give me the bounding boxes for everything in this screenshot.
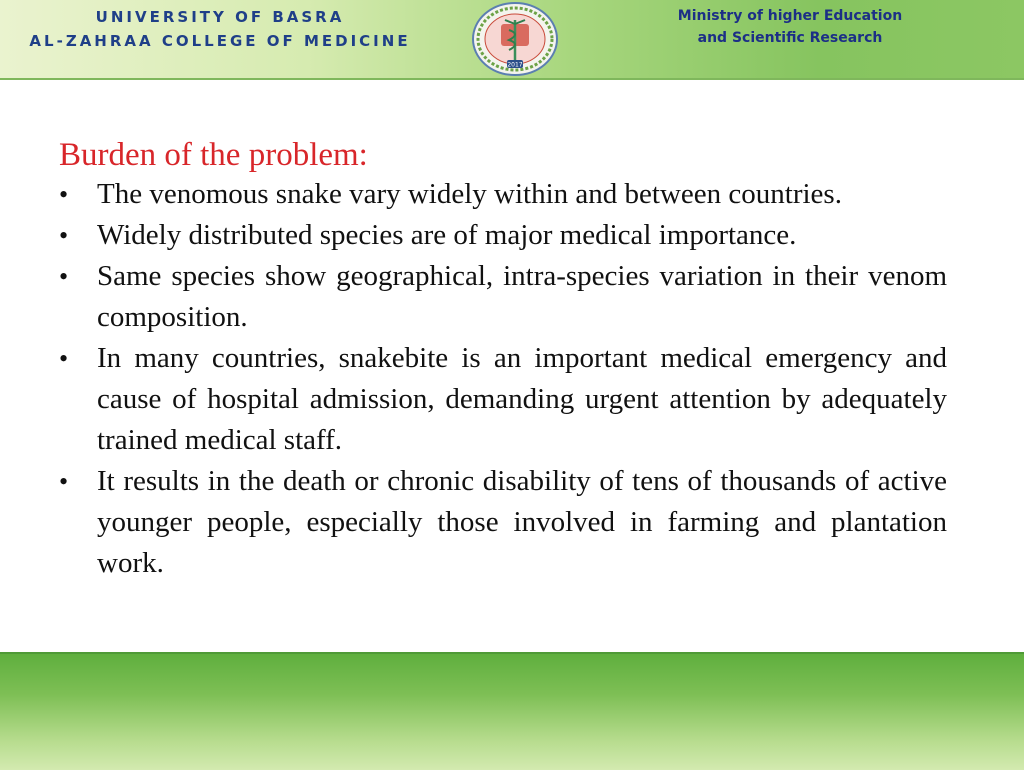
bullet-text: It results in the death or chronic disability of tens of thousands of active younger people, especially those involved in farming and plantation work. bbox=[97, 465, 947, 579]
logo-year: 2017 bbox=[507, 61, 523, 69]
bullet-dot-icon: • bbox=[59, 344, 69, 373]
college-name: AL-ZAHRAA COLLEGE OF MEDICINE bbox=[29, 32, 411, 50]
bullet-item bbox=[59, 256, 947, 338]
bullet-item bbox=[59, 461, 947, 584]
bullet-item bbox=[59, 215, 947, 256]
bullet-item bbox=[59, 338, 947, 461]
bullet-list bbox=[59, 174, 947, 584]
university-name: UNIVERSITY OF BASRA bbox=[95, 8, 345, 26]
header-band bbox=[0, 0, 1024, 80]
footer-band bbox=[0, 652, 1024, 770]
ministry-line-2: and Scientific Research bbox=[697, 30, 883, 46]
ministry-line-1: Ministry of higher Education bbox=[677, 8, 903, 24]
bullet-dot-icon: • bbox=[59, 262, 69, 291]
slide-content bbox=[59, 133, 947, 584]
bullet-text: Same species show geographical, intra-species variation in their venom composition. bbox=[97, 260, 947, 333]
bullet-text: In many countries, snakebite is an important medical emergency and cause of hospital admission, demanding urgent attention by adequately trained medical staff. bbox=[97, 342, 947, 456]
bullet-dot-icon: • bbox=[59, 467, 69, 496]
bullet-item bbox=[59, 174, 947, 215]
bullet-dot-icon: • bbox=[59, 221, 69, 250]
college-seal-icon bbox=[471, 2, 559, 76]
slide-heading: Burden of the problem: bbox=[59, 137, 368, 173]
bullet-text: Widely distributed species are of major medical importance. bbox=[97, 219, 797, 251]
bullet-dot-icon: • bbox=[59, 180, 69, 209]
ministry-name bbox=[650, 5, 930, 49]
bullet-text: The venomous snake vary widely within and between countries. bbox=[97, 178, 842, 210]
